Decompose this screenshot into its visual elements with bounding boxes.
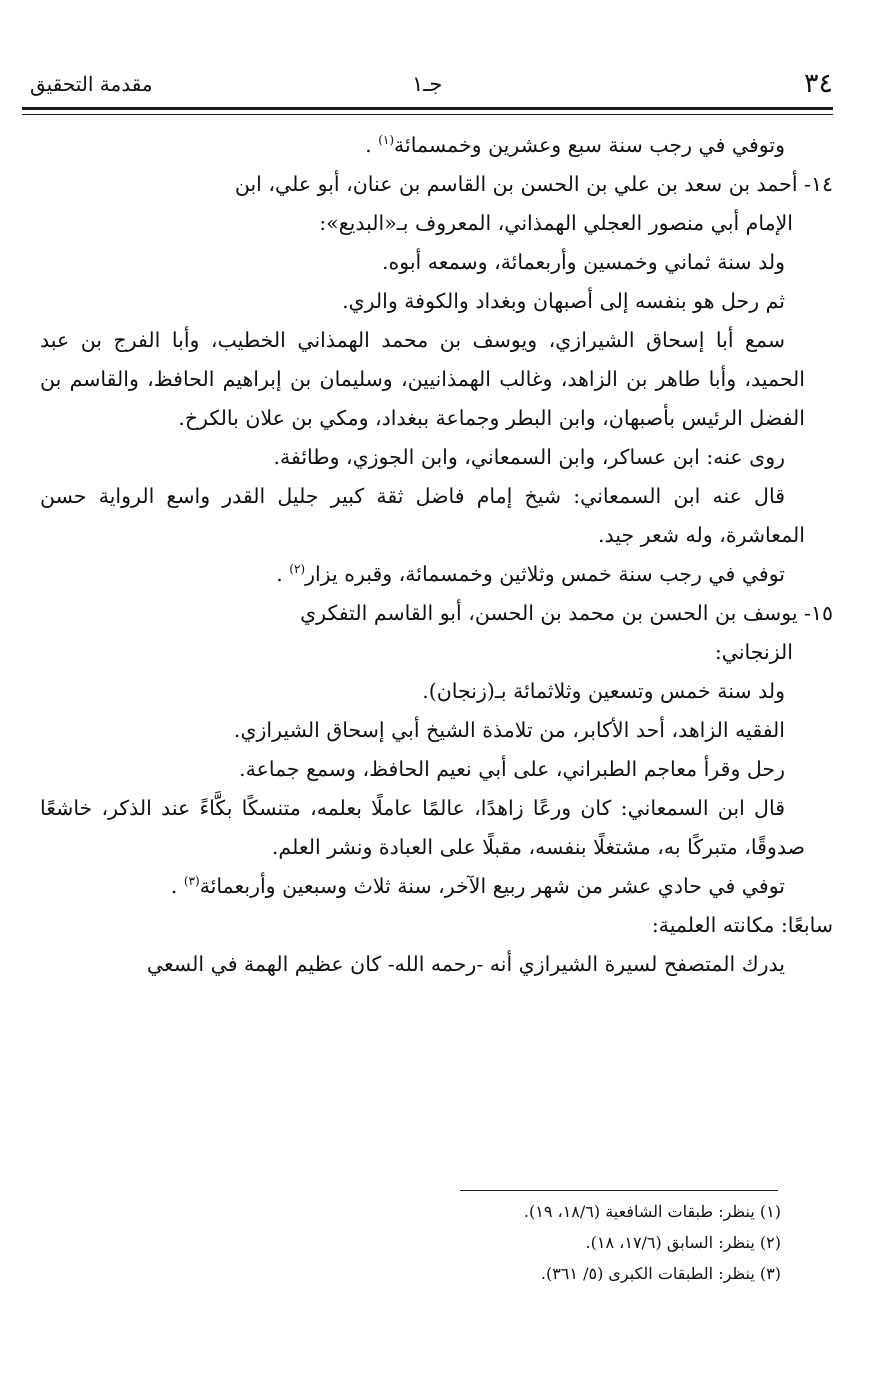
paragraph-text: الفقيه الزاهد، أحد الأكابر، من تلامذة الشيخ أبي إسحاق الشيرازي. bbox=[233, 718, 785, 742]
paragraph-end: . bbox=[170, 874, 178, 898]
footnote-marker: (٣) bbox=[183, 874, 200, 889]
footnote-separator bbox=[460, 1190, 778, 1191]
paragraph-text: ولد سنة خمس وتسعين وثلاثمائة بـ(زنجان). bbox=[422, 679, 785, 703]
page-header bbox=[22, 66, 833, 104]
paragraph-text: ولد سنة ثماني وخمسين وأربعمائة، وسمعه أبوه. bbox=[381, 250, 785, 274]
entry-15-line-2: الزنجاني: bbox=[714, 640, 793, 664]
entry-14-line-2: الإمام أبي منصور العجلي الهمذاني، المعروف بـ«البديع»: bbox=[319, 211, 793, 235]
paragraph-end: . bbox=[276, 562, 283, 586]
paragraph bbox=[40, 945, 805, 984]
entry-heading bbox=[40, 165, 833, 204]
paragraph-text: توفي في رجب سنة خمس وثلاثين وخمسمائة، وقبره يزار bbox=[305, 562, 785, 586]
entry-heading-continuation bbox=[40, 633, 793, 672]
paragraph-text: يدرك المتصفح لسيرة الشيرازي أنه -رحمه الله- كان عظيم الهمة في السعي bbox=[146, 952, 785, 976]
paragraph-text: روى عنه: ابن عساكر، وابن السمعاني، وابن الجوزي، وطائفة. bbox=[273, 445, 785, 469]
paragraph bbox=[40, 438, 805, 477]
entry-14-line-1: ١٤- أحمد بن سعد بن علي بن الحسن بن القاسم بن عنان، أبو علي، ابن bbox=[234, 172, 833, 196]
header-rule-thin bbox=[22, 114, 833, 115]
footnote-1: (١) ينظر: طبقات الشافعية (١٨/٦، ١٩). bbox=[523, 1202, 781, 1221]
volume-label: جـ١ bbox=[412, 72, 443, 96]
entry-heading bbox=[40, 594, 833, 633]
footnote-2: (٢) ينظر: السابق (١٧/٦، ١٨). bbox=[585, 1233, 781, 1252]
paragraph bbox=[40, 282, 805, 321]
paragraph bbox=[40, 672, 805, 711]
page-number: ٣٤ bbox=[803, 68, 833, 99]
paragraph-text: رحل وقرأ معاجم الطبراني، على أبي نعيم الحافظ، وسمع جماعة. bbox=[239, 757, 785, 781]
body-text bbox=[40, 126, 833, 984]
paragraph-text: ثم رحل هو بنفسه إلى أصبهان وبغداد والكوفة والري. bbox=[342, 289, 785, 313]
footnote-3: (٣) ينظر: الطبقات الكبرى (٥/ ٣٦١). bbox=[540, 1264, 781, 1283]
header-rule-thick bbox=[22, 107, 833, 110]
footnote-marker: (٢) bbox=[289, 562, 306, 577]
paragraph-text: قال عنه ابن السمعاني: شيخ إمام فاضل ثقة كبير جليل القدر واسع الرواية حسن المعاشرة، وله شعر جيد. bbox=[40, 484, 805, 547]
paragraph-text: قال ابن السمعاني: كان ورعًا زاهدًا، عالمًا عاملًا بعلمه، متنسكًا بكَّاءً عند الذكر، خاشعًا صدوقًا، متبركًا به، مشتغلًا بنفسه، مقبلًا على العبادة ونشر العلم. bbox=[40, 796, 805, 859]
paragraph-text: توفي في حادي عشر من شهر ربيع الآخر، سنة ثلاث وسبعين وأربعمائة bbox=[199, 874, 785, 898]
entry-heading-continuation bbox=[40, 204, 793, 243]
paragraph bbox=[40, 555, 805, 594]
paragraph bbox=[40, 750, 805, 789]
paragraph-text: سمع أبا إسحاق الشيرازي، ويوسف بن محمد الهمذاني الخطيب، وأبا الفرج بن عبد الحميد، وأبا طاهر بن الزاهد، وغالب الهمذانيين، وسليمان بن إبراهيم الحافظ، والقاسم بن الفضل الرئيس بأصبهان، وابن البطر وجماعة ببغداد، ومكي بن علان بالكرخ. bbox=[40, 328, 805, 430]
paragraph bbox=[40, 477, 805, 555]
section-title: مقدمة التحقيق bbox=[30, 72, 153, 96]
paragraph bbox=[40, 789, 805, 867]
paragraph bbox=[40, 867, 805, 906]
entry-15-line-1: ١٥- يوسف بن الحسن بن محمد بن الحسن، أبو القاسم التفكري bbox=[300, 601, 833, 625]
paragraph-text: وتوفي في رجب سنة سبع وعشرين وخمسمائة bbox=[394, 133, 785, 157]
paragraph bbox=[40, 321, 805, 438]
paragraph bbox=[40, 243, 805, 282]
footnotes bbox=[300, 1196, 781, 1289]
section-heading bbox=[40, 906, 833, 945]
paragraph bbox=[40, 126, 805, 165]
paragraph bbox=[40, 711, 805, 750]
paragraph-end: . bbox=[365, 133, 372, 157]
footnote-marker: (١) bbox=[378, 133, 395, 148]
section-heading-text: سابعًا: مكانته العلمية: bbox=[651, 913, 833, 937]
